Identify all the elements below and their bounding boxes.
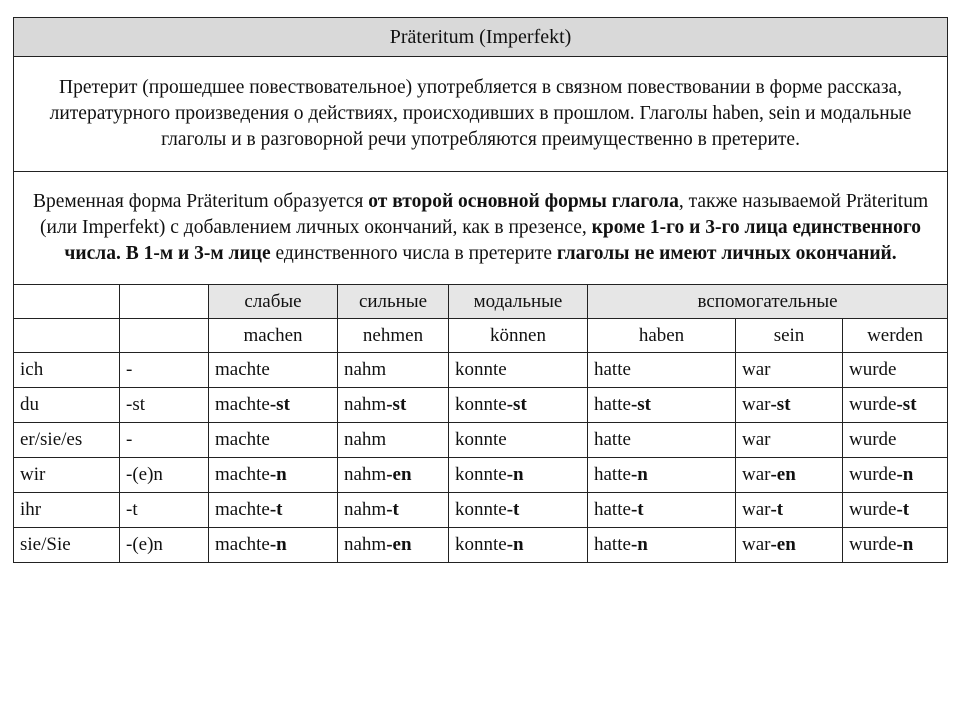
verb-form-cell <box>843 423 948 458</box>
verb-stem: konnte <box>455 464 507 485</box>
infinitive-cell: nehmen <box>338 319 449 353</box>
verb-stem: war <box>742 464 771 485</box>
verb-ending: -en <box>386 534 412 555</box>
verb-stem: machte <box>215 499 270 520</box>
verb-stem: wurde <box>849 464 897 485</box>
praeteritum-table <box>13 17 948 563</box>
verb-stem: konnte <box>455 394 507 415</box>
table-row <box>14 493 948 528</box>
group-header-auxiliary: вспомогательные <box>588 285 948 319</box>
group-header-empty-1 <box>14 285 120 319</box>
verb-ending: -en <box>770 464 796 485</box>
verb-stem: machte <box>215 359 270 380</box>
verb-stem: konnte <box>455 429 507 450</box>
verb-form-cell <box>588 353 736 388</box>
verb-stem: war <box>742 499 771 520</box>
verb-stem: wurde <box>849 534 897 555</box>
verb-stem: machte <box>215 429 270 450</box>
pronoun-cell: ihr <box>14 493 120 528</box>
formation-paragraph <box>14 172 948 285</box>
verb-ending: -n <box>896 534 914 555</box>
verb-form-cell <box>338 493 449 528</box>
verb-stem: hatte <box>594 534 631 555</box>
formation-bold-3: глаголы не имеют личных окончаний. <box>556 243 897 264</box>
verb-form-cell <box>209 528 338 563</box>
pronoun-cell: er/sie/es <box>14 423 120 458</box>
verb-form-cell <box>588 493 736 528</box>
verb-stem: nahm <box>344 464 387 485</box>
verb-form-cell <box>588 458 736 493</box>
verb-ending: -st <box>386 394 407 415</box>
verb-form-cell <box>338 353 449 388</box>
verb-form-cell <box>449 458 588 493</box>
formation-bold-2: кроме 1-го и 3-го лица единственного числа. В 1-м и 3-м лице <box>64 217 922 264</box>
ending-cell: -(e)n <box>120 458 209 493</box>
verb-form-cell <box>209 388 338 423</box>
ending-cell: - <box>120 423 209 458</box>
verb-form-cell <box>736 493 843 528</box>
verb-ending: -t <box>506 499 520 520</box>
verb-ending: -en <box>386 464 412 485</box>
verb-stem: hatte <box>594 394 631 415</box>
verb-form-cell <box>449 493 588 528</box>
ending-cell: -(e)n <box>120 528 209 563</box>
verb-form-cell <box>209 353 338 388</box>
verb-form-cell <box>588 388 736 423</box>
verb-form-cell <box>736 353 843 388</box>
verb-stem: nahm <box>344 429 387 450</box>
verb-ending: -st <box>770 394 791 415</box>
pronoun-cell: sie/Sie <box>14 528 120 563</box>
verb-form-cell <box>843 528 948 563</box>
verb-stem: konnte <box>455 359 507 380</box>
infinitive-cell: machen <box>209 319 338 353</box>
group-header-strong: сильные <box>338 285 449 319</box>
verb-form-cell <box>449 388 588 423</box>
verb-stem: war <box>742 429 771 450</box>
verb-ending: -n <box>630 464 648 485</box>
infinitive-cell: sein <box>736 319 843 353</box>
table-row <box>14 458 948 493</box>
ending-cell: -t <box>120 493 209 528</box>
table-row <box>14 388 948 423</box>
conjugation-rows <box>14 353 948 563</box>
table-title: Präteritum (Imperfekt) <box>14 18 948 57</box>
verb-ending: -st <box>506 394 527 415</box>
verb-form-cell <box>843 493 948 528</box>
verb-form-cell <box>338 458 449 493</box>
ending-cell: -st <box>120 388 209 423</box>
formation-bold-1: от второй основной формы глагола <box>368 191 679 212</box>
verb-form-cell <box>736 423 843 458</box>
verb-stem: machte <box>215 534 270 555</box>
verb-stem: wurde <box>849 429 897 450</box>
verb-ending: -n <box>896 464 914 485</box>
verb-stem: war <box>742 394 771 415</box>
table-row <box>14 353 948 388</box>
verb-form-cell <box>736 528 843 563</box>
verb-form-cell <box>843 388 948 423</box>
verb-form-cell <box>209 493 338 528</box>
pronoun-cell: wir <box>14 458 120 493</box>
verb-stem: hatte <box>594 499 631 520</box>
verb-ending: -n <box>269 534 287 555</box>
group-header-weak: слабые <box>209 285 338 319</box>
verb-stem: konnte <box>455 499 507 520</box>
infinitive-empty-1 <box>14 319 120 353</box>
infinitive-cell: werden <box>843 319 948 353</box>
verb-stem: nahm <box>344 394 387 415</box>
verb-form-cell <box>449 423 588 458</box>
group-header-modal: модальные <box>449 285 588 319</box>
verb-form-cell <box>843 458 948 493</box>
infinitive-cell: können <box>449 319 588 353</box>
verb-ending: -st <box>896 394 917 415</box>
verb-stem: nahm <box>344 499 387 520</box>
verb-form-cell <box>843 353 948 388</box>
verb-stem: machte <box>215 464 270 485</box>
usage-paragraph: Претерит (прошедшее повествовательное) употребляется в связном повествовании в форме рассказа, литературного произведения о действиях, происходивших в прошлом. Глаголы haben, sein и модальные глаголы и в разговорной речи употребляются преимущественно в претерите. <box>14 57 948 172</box>
ending-cell: - <box>120 353 209 388</box>
table-row <box>14 423 948 458</box>
verb-form-cell <box>449 528 588 563</box>
verb-stem: nahm <box>344 359 387 380</box>
verb-ending: -n <box>506 464 524 485</box>
verb-ending: -n <box>506 534 524 555</box>
verb-ending: -t <box>896 499 910 520</box>
verb-stem: wurde <box>849 394 897 415</box>
verb-ending: -st <box>630 394 651 415</box>
verb-stem: war <box>742 359 771 380</box>
verb-form-cell <box>338 423 449 458</box>
verb-form-cell <box>588 423 736 458</box>
formation-text-1: Временная форма Präteritum образуется <box>32 191 369 212</box>
verb-ending: -st <box>269 394 290 415</box>
verb-ending: -n <box>269 464 287 485</box>
verb-form-cell <box>338 388 449 423</box>
infinitive-empty-2 <box>120 319 209 353</box>
verb-form-cell <box>449 353 588 388</box>
pronoun-cell: ich <box>14 353 120 388</box>
verb-stem: nahm <box>344 534 387 555</box>
verb-form-cell <box>588 528 736 563</box>
formation-text-3: единственного числа в претерите <box>270 243 557 264</box>
verb-ending: -n <box>630 534 648 555</box>
verb-form-cell <box>736 388 843 423</box>
formation-text-2: , также называемой Präteritum (или Imperfekt) с добавлением личных окончаний, как в презенсе, <box>40 191 929 238</box>
verb-ending: -t <box>386 499 399 520</box>
verb-form-cell <box>338 528 449 563</box>
verb-ending: -t <box>630 499 644 520</box>
verb-stem: konnte <box>455 534 507 555</box>
group-header-empty-2 <box>120 285 209 319</box>
verb-stem: war <box>742 534 771 555</box>
verb-stem: hatte <box>594 359 631 380</box>
verb-stem: hatte <box>594 429 631 450</box>
verb-stem: hatte <box>594 464 631 485</box>
table-row <box>14 528 948 563</box>
verb-stem: wurde <box>849 359 897 380</box>
verb-form-cell <box>209 423 338 458</box>
verb-form-cell <box>736 458 843 493</box>
verb-stem: machte <box>215 394 270 415</box>
verb-ending: -t <box>269 499 283 520</box>
verb-ending: -en <box>770 534 796 555</box>
verb-stem: wurde <box>849 499 897 520</box>
infinitive-cell: haben <box>588 319 736 353</box>
verb-ending: -t <box>770 499 784 520</box>
pronoun-cell: du <box>14 388 120 423</box>
verb-form-cell <box>209 458 338 493</box>
